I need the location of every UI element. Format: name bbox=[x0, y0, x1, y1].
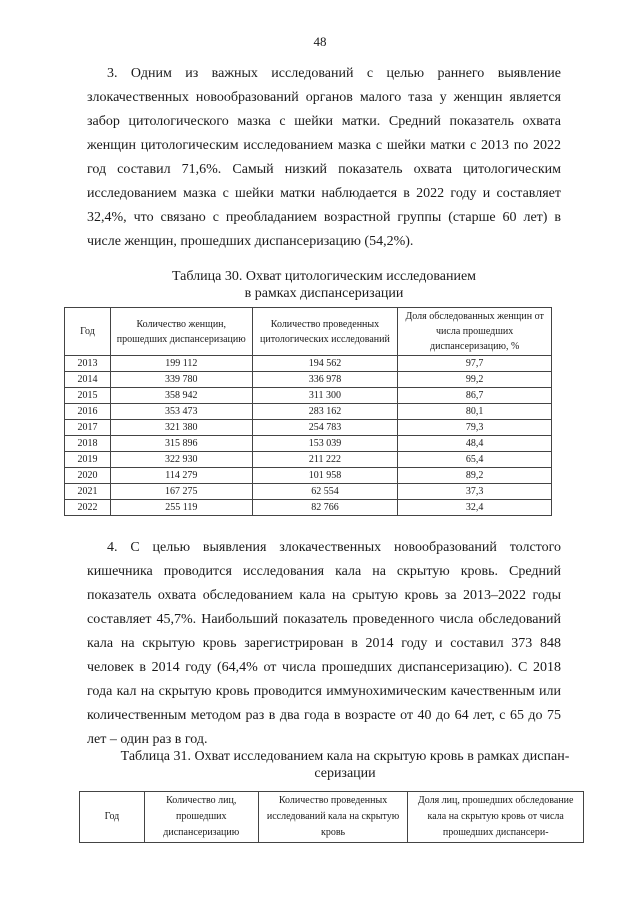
cell-year: 2017 bbox=[65, 420, 111, 436]
table-30-header-women: Количество женщин, прошедших диспансеризацию bbox=[110, 308, 252, 356]
table-row bbox=[65, 420, 552, 436]
cell-year: 2015 bbox=[65, 388, 111, 404]
table-31-header-row bbox=[80, 792, 584, 843]
cell-share: 99,2 bbox=[398, 372, 552, 388]
cell-women: 321 380 bbox=[110, 420, 252, 436]
cell-year: 2021 bbox=[65, 484, 111, 500]
table-row bbox=[65, 372, 552, 388]
table-31-header-share: Доля лиц, прошедших обследование кала на скрытую кровь от числа прошедших диспансери- bbox=[408, 792, 584, 843]
cell-women: 114 279 bbox=[110, 468, 252, 484]
paragraph-cytology: 3. Одним из важных исследований с целью раннего выявление злокачественных новообразований органов малого таза у женщин является забор цитологического мазка с шейки матки. Средний показатель охвата женщин цитологическим исследованием мазка с шейки матки с 2013 по 2022 год составил 71,6%. Самый низкий показатель охвата цитологическим исследованием мазка с шейки матки наблюдается в 2022 году и составляет 32,4%, что связано с преобладанием возрастной группы (старше 60 лет) в числе женщин, прошедших диспансеризацию (54,2%). bbox=[87, 66, 561, 249]
cell-women: 255 119 bbox=[110, 500, 252, 516]
cell-year: 2016 bbox=[65, 404, 111, 420]
table-row bbox=[65, 404, 552, 420]
cell-share: 32,4 bbox=[398, 500, 552, 516]
cell-year: 2013 bbox=[65, 356, 111, 372]
table-31-caption bbox=[95, 748, 595, 782]
cell-share: 86,7 bbox=[398, 388, 552, 404]
cell-tests: 82 766 bbox=[252, 500, 398, 516]
table-row bbox=[65, 500, 552, 516]
cell-year: 2019 bbox=[65, 452, 111, 468]
cell-tests: 311 300 bbox=[252, 388, 398, 404]
cell-tests: 153 039 bbox=[252, 436, 398, 452]
cell-women: 199 112 bbox=[110, 356, 252, 372]
cell-women: 167 275 bbox=[110, 484, 252, 500]
cell-women: 339 780 bbox=[110, 372, 252, 388]
table-30-caption-line1: Таблица 30. Охват цитологическим исследованием bbox=[171, 269, 477, 284]
page-number: 48 bbox=[313, 34, 327, 49]
table-row bbox=[65, 356, 552, 372]
table-31-header-tests: Количество проведенных исследований кала на скрытую кровь bbox=[258, 792, 408, 843]
cell-share: 89,2 bbox=[398, 468, 552, 484]
table-row bbox=[65, 468, 552, 484]
table-30-caption bbox=[87, 268, 561, 302]
table-31-header-year: Год bbox=[80, 792, 145, 843]
table-31-caption-line2: серизации bbox=[314, 766, 376, 781]
cell-tests: 101 958 bbox=[252, 468, 398, 484]
cell-share: 37,3 bbox=[398, 484, 552, 500]
table-31-caption-line1: Таблица 31. Охват исследованием кала на скрытую кровь в рамках диспан- bbox=[120, 749, 570, 764]
cell-tests: 194 562 bbox=[252, 356, 398, 372]
cell-share: 80,1 bbox=[398, 404, 552, 420]
cell-tests: 283 162 bbox=[252, 404, 398, 420]
table-30-caption-line2: в рамках диспансеризации bbox=[244, 286, 404, 301]
cell-tests: 254 783 bbox=[252, 420, 398, 436]
table-30-header-row bbox=[65, 308, 552, 356]
cell-share: 65,4 bbox=[398, 452, 552, 468]
cell-year: 2022 bbox=[65, 500, 111, 516]
cell-tests: 336 978 bbox=[252, 372, 398, 388]
cell-women: 353 473 bbox=[110, 404, 252, 420]
table-row bbox=[65, 388, 552, 404]
table-30-header-tests: Количество проведенных цитологических исследований bbox=[252, 308, 398, 356]
cell-share: 48,4 bbox=[398, 436, 552, 452]
table-row bbox=[65, 436, 552, 452]
cell-tests: 62 554 bbox=[252, 484, 398, 500]
table-row bbox=[65, 484, 552, 500]
table-row bbox=[65, 452, 552, 468]
cell-share: 79,3 bbox=[398, 420, 552, 436]
table-31 bbox=[79, 791, 584, 843]
cell-year: 2018 bbox=[65, 436, 111, 452]
table-30-header-year: Год bbox=[65, 308, 111, 356]
table-31-header-persons: Количество лиц, прошедших диспансеризацию bbox=[144, 792, 258, 843]
cell-women: 358 942 bbox=[110, 388, 252, 404]
cell-women: 322 930 bbox=[110, 452, 252, 468]
cell-tests: 211 222 bbox=[252, 452, 398, 468]
cell-year: 2020 bbox=[65, 468, 111, 484]
cell-share: 97,7 bbox=[398, 356, 552, 372]
table-30 bbox=[64, 307, 552, 516]
cell-women: 315 896 bbox=[110, 436, 252, 452]
paragraph-occult-blood: 4. С целью выявления злокачественных новообразований толстого кишечника проводится исследования кала на скрытую кровь. Средний показатель охвата обследованием кала на срытую кровь за 2013–2022 годы составляет 45,7%. Наибольший показатель проведенного числа обследований кала на скрытую кровь зарегистрирован в 2014 году и составил 373 848 человек в 2014 году (64,4% от числа прошедших диспансеризацию). С 2018 года кал на скрытую кровь проводится иммунохимическим качественным или количественным методом раз в два года в возрасте от 40 до 64 лет, с 65 до 75 лет – один раз в год. bbox=[87, 540, 561, 747]
table-30-header-share: Доля обследованных женщин от числа прошедших диспансеризацию, % bbox=[398, 308, 552, 356]
cell-year: 2014 bbox=[65, 372, 111, 388]
